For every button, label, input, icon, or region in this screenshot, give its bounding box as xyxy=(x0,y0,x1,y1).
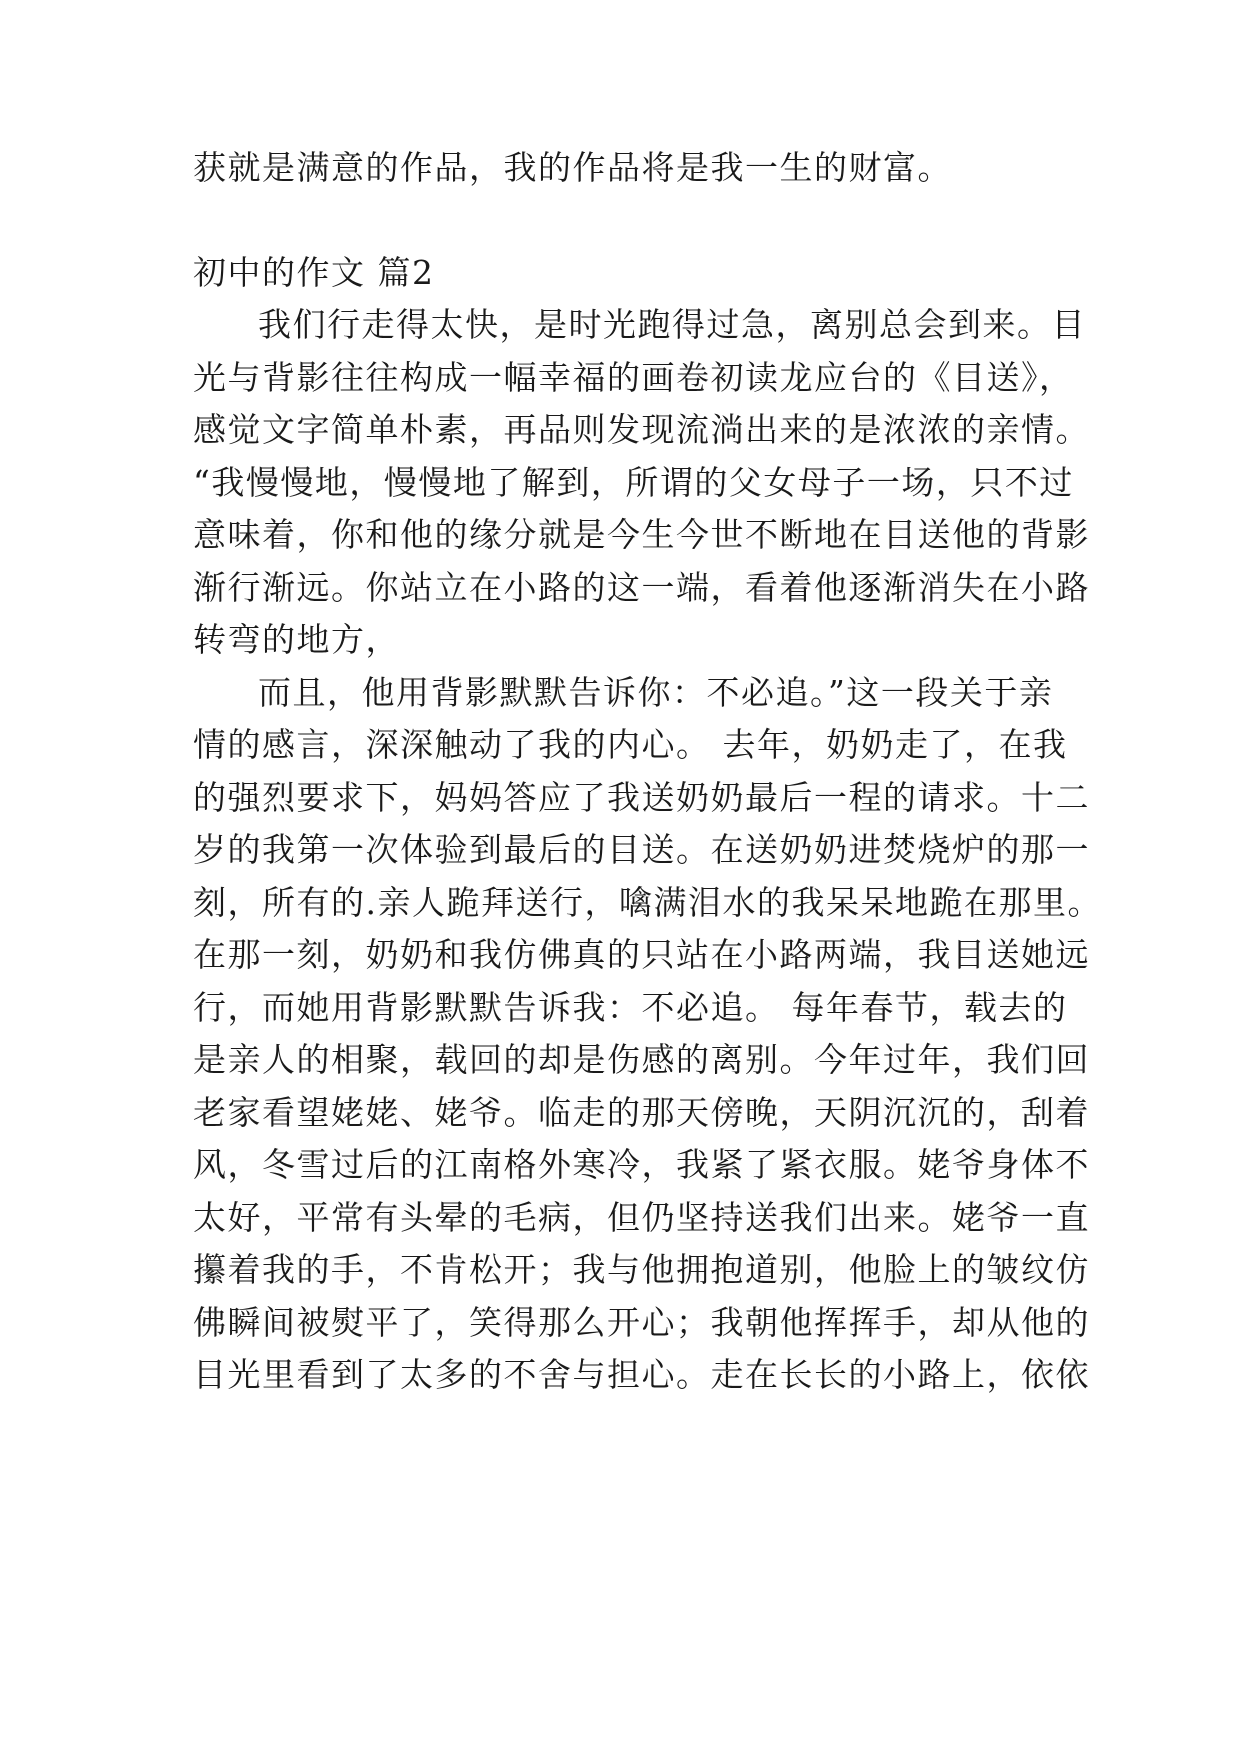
paragraph-line: 太好，平常有头晕的毛病，但仍坚持送我们出来。姥爷一直 xyxy=(193,1198,1090,1237)
paragraph-line: 意味着，你和他的缘分就是今生今世不断地在目送他的背影 xyxy=(193,515,1090,554)
section-title: 初中的作文 篇2 xyxy=(193,253,435,292)
paragraph-line: 感觉文字简单朴素，再品则发现流淌出来的是浓浓的亲情。 xyxy=(193,410,1090,449)
paragraph-line: 行，而她用背影默默告诉我：不必追。 每年春节，载去的 xyxy=(193,988,1068,1027)
paragraph-line: 转弯的地方， xyxy=(193,620,400,659)
paragraph-line: 风，冬雪过后的江南格外寒冷，我紧了紧衣服。姥爷身体不 xyxy=(193,1145,1090,1184)
paragraph-line: 情的感言，深深触动了我的内心。 去年，奶奶走了，在我 xyxy=(193,725,1068,764)
paragraph-line: 刻，所有的.亲人跪拜送行，噙满泪水的我呆呆地跪在那里。 xyxy=(193,883,1102,922)
paragraph-line: 攥着我的手，不肯松开；我与他拥抱道别，他脸上的皱纹仿 xyxy=(193,1250,1090,1289)
paragraph-line: 岁的我第一次体验到最后的目送。在送奶奶进焚烧炉的那一 xyxy=(193,830,1090,869)
paragraph-line: 而且，他用背影默默告诉你：不必追。”这一段关于亲 xyxy=(258,673,1054,712)
paragraph-line: “我慢慢地，慢慢地了解到，所谓的父女母子一场，只不过 xyxy=(193,463,1074,502)
paragraph-line: 光与背影往往构成一幅幸福的画卷初读龙应台的《目送》， xyxy=(193,358,1074,397)
paragraph-line: 在那一刻，奶奶和我仿佛真的只站在小路两端，我目送她远 xyxy=(193,935,1090,974)
paragraph-line: 目光里看到了太多的不舍与担心。走在长长的小路上，依依 xyxy=(193,1355,1090,1394)
paragraph-line: 是亲人的相聚，载回的却是伤感的离别。今年过年，我们回 xyxy=(193,1040,1090,1079)
paragraph-line: 我们行走得太快，是时光跑得过急，离别总会到来。目 xyxy=(258,305,1086,344)
paragraph-line: 佛瞬间被熨平了，笑得那么开心；我朝他挥挥手，却从他的 xyxy=(193,1303,1090,1342)
continuation-line: 获就是满意的作品，我的作品将是我一生的财富。 xyxy=(193,148,952,187)
paragraph-line: 渐行渐远。你站立在小路的这一端，看着他逐渐消失在小路 xyxy=(193,568,1090,607)
paragraph-line: 的强烈要求下，妈妈答应了我送奶奶最后一程的请求。十二 xyxy=(193,778,1090,817)
paragraph-line: 老家看望姥姥、姥爷。临走的那天傍晚，天阴沉沉的，刮着 xyxy=(193,1093,1090,1132)
